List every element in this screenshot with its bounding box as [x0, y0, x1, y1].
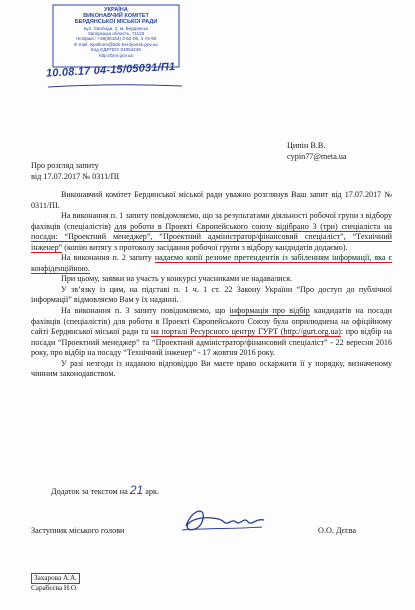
paragraph — [31, 306, 392, 359]
subject-line: від 17.07.2017 № 0311/ПІ — [31, 172, 120, 181]
paragraph — [31, 253, 392, 274]
subject-line: Про розгляд запиту — [31, 161, 99, 170]
paragraph-text: На виконання п. 2 запиту — [61, 253, 155, 263]
stamp-line: E-mail: ispolkom@bdn-berdyansk.gov.ua — [74, 41, 158, 47]
paragraph-text: : про відбір на посади “Проектний менеджер” та “Проектний адміністратор/фінансовий спеціаліст” - 22 вересня 2016 року, про відбір на посаду “Технічний інженер” - 17 жовтня 2016 року. — [31, 327, 392, 358]
stamp-line: http://bmr.gov.ua — [99, 52, 133, 58]
stamp-line: Запорізька область, 71118 — [87, 31, 145, 37]
signatory-title: Заступник міського голови — [31, 526, 125, 535]
stamp-line: ВИКОНАВЧИЙ КОМІТЕТ — [83, 13, 149, 20]
addressee-name: Ципін В.В. — [287, 141, 326, 150]
executor-name: Сарабєєва Н.О. — [31, 584, 78, 592]
highlighted-text: надаємо копії резюме претендентів із забіленням інформації, яка є конфіденційною. — [31, 253, 392, 273]
paragraph-text: На виконання п. 1 запиту повідомляємо, що за результатами діяльності робочої групи з відбору фахівців (спеціалістів) — [31, 211, 392, 231]
highlighted-text: інформація про відбір — [229, 306, 310, 316]
paragraph-text: У разі незгоди із наданою відповіддю Ви маєте право оскаржити її у порядку, визначеному чинним законодавством. — [31, 358, 392, 379]
addressee-email: cypin77@meta.ua — [287, 152, 347, 161]
enclosure-suffix: арк. — [145, 487, 160, 496]
handwritten-reference: 10.08.17 04-15/05031/П1 — [45, 60, 176, 80]
enclosure-line — [51, 483, 159, 497]
paragraph — [31, 285, 392, 306]
addressee-block — [287, 140, 347, 162]
stamp-line: тел/факс: +38(06153) 3-52-06, 4-72-90 — [75, 36, 157, 42]
stamp-line: УКРАЇНА — [104, 7, 128, 13]
subject-block — [31, 160, 119, 182]
reference-underline — [46, 82, 186, 90]
paragraph-text: На виконання п. 3 запиту повідомляємо, що — [61, 306, 230, 316]
paragraph-text: (копію витягу з протоколу засідання робочої групи з відбору кандидатів додаємо). — [62, 242, 348, 252]
stamp-line: вул. Свободи, 2, м. Бердянськ — [83, 25, 149, 31]
enclosure-count: 21 — [129, 483, 144, 497]
paragraph — [31, 211, 392, 253]
paragraph-text: При цьому, заявки на участь у конкурсі учасниками не надавалися. — [61, 274, 292, 284]
signatory-name: О.О. Дєєва — [318, 526, 356, 535]
handwritten-signature — [178, 502, 268, 538]
highlighted-text: для роботи в Проекті Європейського союзу відібрано 3 (три) спеціаліста на посади: “Проектний менеджер”, “Проектний адміністратор/фінансовий спеціаліст”, “Технічний інженер” — [31, 221, 392, 252]
paragraph-text: Виконавчий комітет Бердянської міської ради уважно розглянув Ваш запит від 17.07.2017 № 0311/ПІ. — [31, 190, 392, 210]
paragraph-text: У зв’язку із цим, на підставі п. 1 ч. 1 ст. 22 Закону України “Про доступ до публічної інформації” відмовляємо Вам у їх наданні. — [31, 284, 392, 305]
paragraph-text: кандидатів на посади фахівців (спеціалістів) для роботи в Проекті Європейського Союзу була оприлюднена на офіційному сайті Бердянської міської ради та — [31, 306, 392, 337]
paragraph — [31, 359, 392, 380]
executors-block — [31, 573, 80, 593]
paragraph — [31, 274, 392, 285]
registration-stamp — [45, 4, 180, 94]
stamp-line: БЕРДЯНСЬКОЇ МІСЬКОЇ РАДИ — [74, 19, 158, 26]
highlighted-text: на порталі Ресурсного центру ГУРТ (http://gurt.org.ua) — [150, 327, 341, 337]
enclosure-prefix: Додаток за текстом на — [51, 487, 128, 496]
executor-name-highlighted: Захарова А.А. — [31, 573, 80, 584]
letter-body — [31, 190, 392, 380]
stamp-line: Код ЄДРПОУ 04054245 — [91, 47, 141, 53]
paragraph — [31, 190, 392, 211]
